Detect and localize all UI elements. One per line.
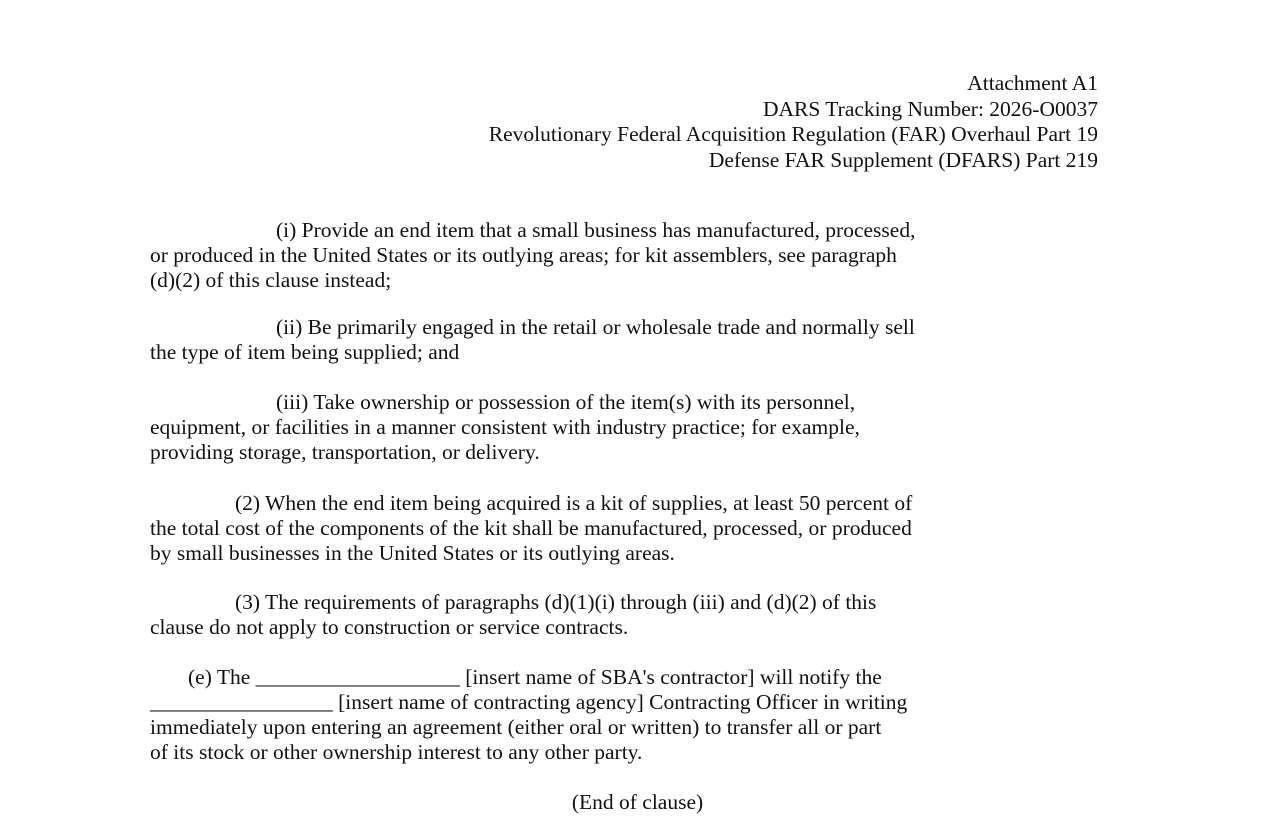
paragraph-line: (i) Provide an end item that a small business has manufactured, processed, (276, 218, 916, 242)
paragraph-line: the type of item being supplied; and (150, 340, 460, 364)
paragraph-line: equipment, or facilities in a manner consistent with industry practice; for example, (150, 415, 860, 439)
document-header (489, 71, 1098, 173)
paragraph-d-1-iii (150, 390, 1130, 465)
paragraph-e (150, 665, 1130, 765)
paragraph-d-2 (150, 491, 1130, 566)
paragraph-line: or produced in the United States or its outlying areas; for kit assemblers, see paragraph (150, 243, 897, 267)
paragraph-line: (iii) Take ownership or possession of the item(s) with its personnel, (276, 390, 856, 414)
far-overhaul-title: Revolutionary Federal Acquisition Regulation (FAR) Overhaul Part 19 (488, 122, 1098, 146)
attachment-label: Attachment A1 (967, 71, 1098, 95)
paragraph-line: (e) The ___________________ [insert name of SBA's contractor] will notify the (188, 665, 882, 689)
paragraph-line: of its stock or other ownership interest to any other party. (150, 740, 643, 764)
paragraph-line: immediately upon entering an agreement (either oral or written) to transfer all or part (150, 715, 882, 739)
dfars-title: Defense FAR Supplement (DFARS) Part 219 (708, 147, 1098, 172)
dars-tracking-number: DARS Tracking Number: 2026-O0037 (762, 96, 1098, 121)
paragraph-line: providing storage, transportation, or delivery. (150, 440, 540, 464)
paragraph-d-1-i (150, 218, 1130, 293)
paragraph-line: (ii) Be primarily engaged in the retail or wholesale trade and normally sell (276, 315, 915, 339)
paragraph-line: _________________ [insert name of contracting agency] Contracting Officer in writing (150, 690, 908, 714)
paragraph-line: by small businesses in the United States or its outlying areas. (150, 541, 675, 565)
paragraph-line: clause do not apply to construction or service contracts. (150, 615, 629, 639)
paragraph-d-1-ii (150, 315, 1130, 365)
paragraph-line: (2) When the end item being acquired is a kit of supplies, at least 50 percent of (235, 491, 913, 515)
paragraph-line: the total cost of the components of the kit shall be manufactured, processed, or produced (150, 516, 912, 540)
paragraph-line: (d)(2) of this clause instead; (150, 268, 392, 292)
end-of-clause: (End of clause) (571, 790, 704, 814)
paragraph-d-3 (150, 590, 1130, 640)
paragraph-line: (3) The requirements of paragraphs (d)(1)(i) through (iii) and (d)(2) of this (235, 590, 877, 614)
